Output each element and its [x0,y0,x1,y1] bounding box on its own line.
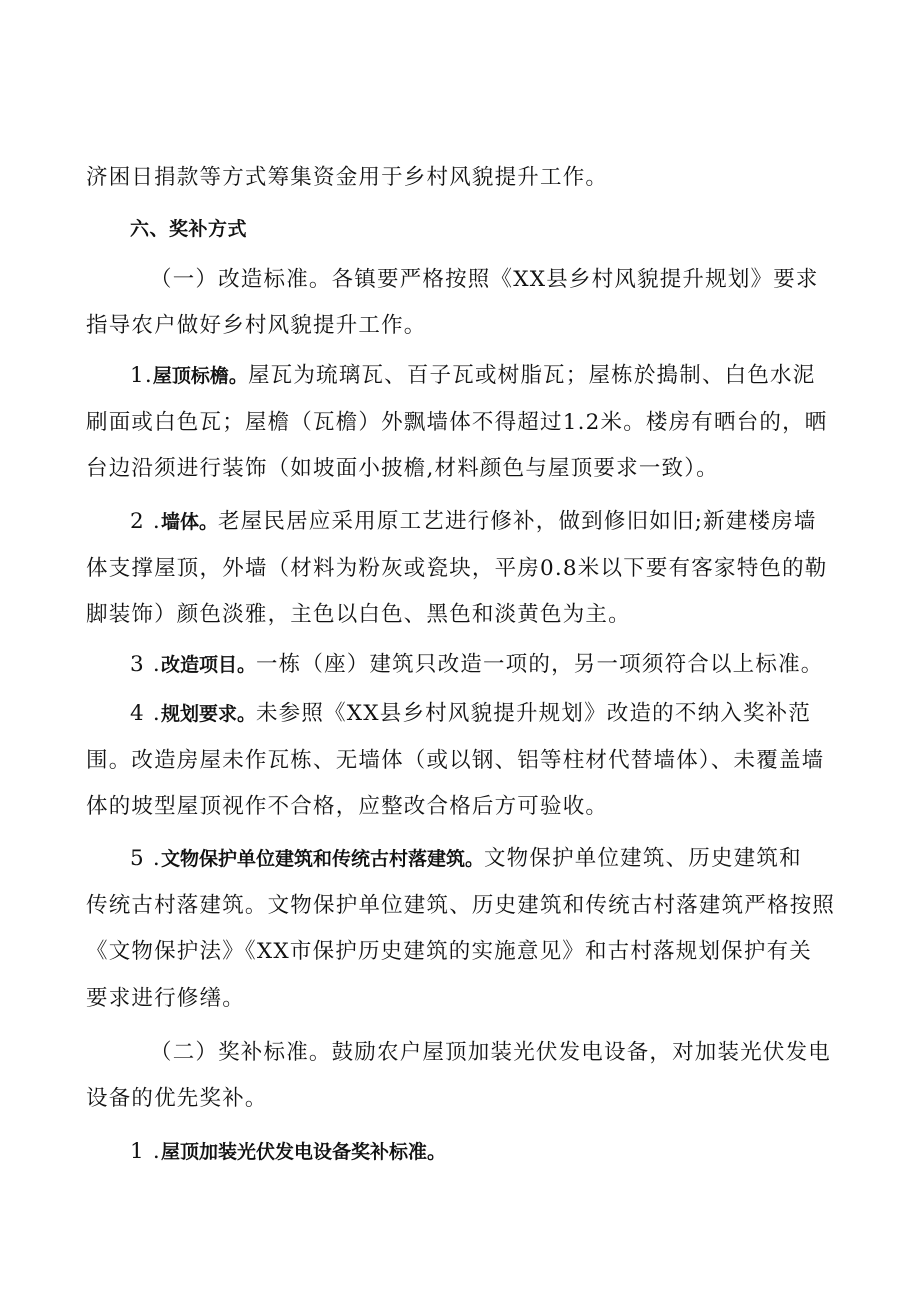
list-item-line [130,650,823,680]
section-heading [130,214,247,244]
item-title: 文物保护单位建筑和传统古村落建筑。 [160,848,484,870]
list-item-line [130,361,815,391]
item-number: 1 . [130,1139,161,1164]
paragraph-line [150,1038,831,1068]
paragraph-line [86,163,608,193]
text-line: 指导农户做好乡村风貌提升工作。 [86,313,427,338]
paragraph-line [86,891,835,921]
paragraph-line [86,554,828,584]
paragraph-line [86,408,828,438]
paragraph-line [86,1084,268,1114]
paragraph-line [86,600,631,630]
text-line: 济困日捐款等方式筹集资金用于乡村风貌提升工作。 [86,165,609,190]
text-line: 刷面或白色瓦；屋檐（瓦檐）外飘墙体不得超过1.2米。楼房有晒台的，晒 [86,410,828,435]
paragraph-line [86,937,812,967]
item-title: 规划要求。 [160,703,256,725]
item-number: 5 . [130,846,161,871]
item-number: 1. [130,363,153,388]
item-title: 改造项目。 [160,654,256,676]
item-title: 屋顶加装光伏发电设备奖补标准。 [160,1141,446,1163]
text-line: 要求进行修缮。 [86,986,245,1011]
item-title: 墙体。 [160,511,218,533]
item-number: 2 . [130,509,161,534]
item-text: 老屋民居应采用原工艺进行修补，做到修旧如旧;新建楼房墙 [217,509,817,534]
paragraph-line [86,792,608,822]
text-line: 设备的优先奖补。 [86,1086,268,1111]
text-line: 体的坡型屋顶视作不合格，应整改合格后方可验收。 [86,794,609,819]
paragraph-line [150,265,819,295]
text-line: 体支撑屋顶，外墙（材料为粉灰或瓷块，平房0.8米以下要有客家特色的勒 [86,556,828,581]
text-line: 围。改造房屋未作瓦栋、无墙体（或以钢、铝等柱材代替墙体）、未覆盖墙 [86,748,825,773]
item-title: 屋顶标檐。 [152,365,248,387]
list-item-line [130,699,811,729]
list-item-line [130,1137,446,1167]
item-text: 文物保护单位建筑、历史建筑和 [483,846,802,871]
item-text: 未参照《XX县乡村风貌提升规划》改造的不纳入奖补范 [255,701,812,726]
list-item-line [130,507,817,537]
text-line: 传统古村落建筑。文物保护单位建筑、历史建筑和传统古村落建筑严格按照 [86,893,836,918]
paragraph-line [86,311,427,341]
paragraph-line [86,746,824,776]
item-text: 一栋（座）建筑只改造一项的，另一项须符合以上标准。 [255,652,824,677]
item-text: 屋瓦为琉璃瓦、百子瓦或树脂瓦；屋栋於搗制、白色水泥 [247,363,816,388]
paragraph-line [86,454,719,484]
section-heading-text: 六、奖补方式 [130,218,248,240]
text-line: 台边沿须进行装饰（如坡面小披檐,材料颜色与屋顶要求一致）。 [86,456,719,481]
list-item-line [130,844,802,874]
text-line: （一）改造标准。各镇要严格按照《XX县乡村风貌提升规划》要求 [150,267,819,292]
item-number: 4 . [130,701,161,726]
text-line: 脚装饰）颜色淡雅，主色以白色、黑色和淡黄色为主。 [86,602,631,627]
paragraph-line [86,984,245,1014]
text-line: （二）奖补标准。鼓励农户屋顶加装光伏发电设备，对加装光伏发电 [150,1040,832,1065]
text-line: 《文物保护法》《XX市保护历史建筑的实施意见》和古村落规划保护有关 [86,939,812,964]
item-number: 3 . [130,652,161,677]
